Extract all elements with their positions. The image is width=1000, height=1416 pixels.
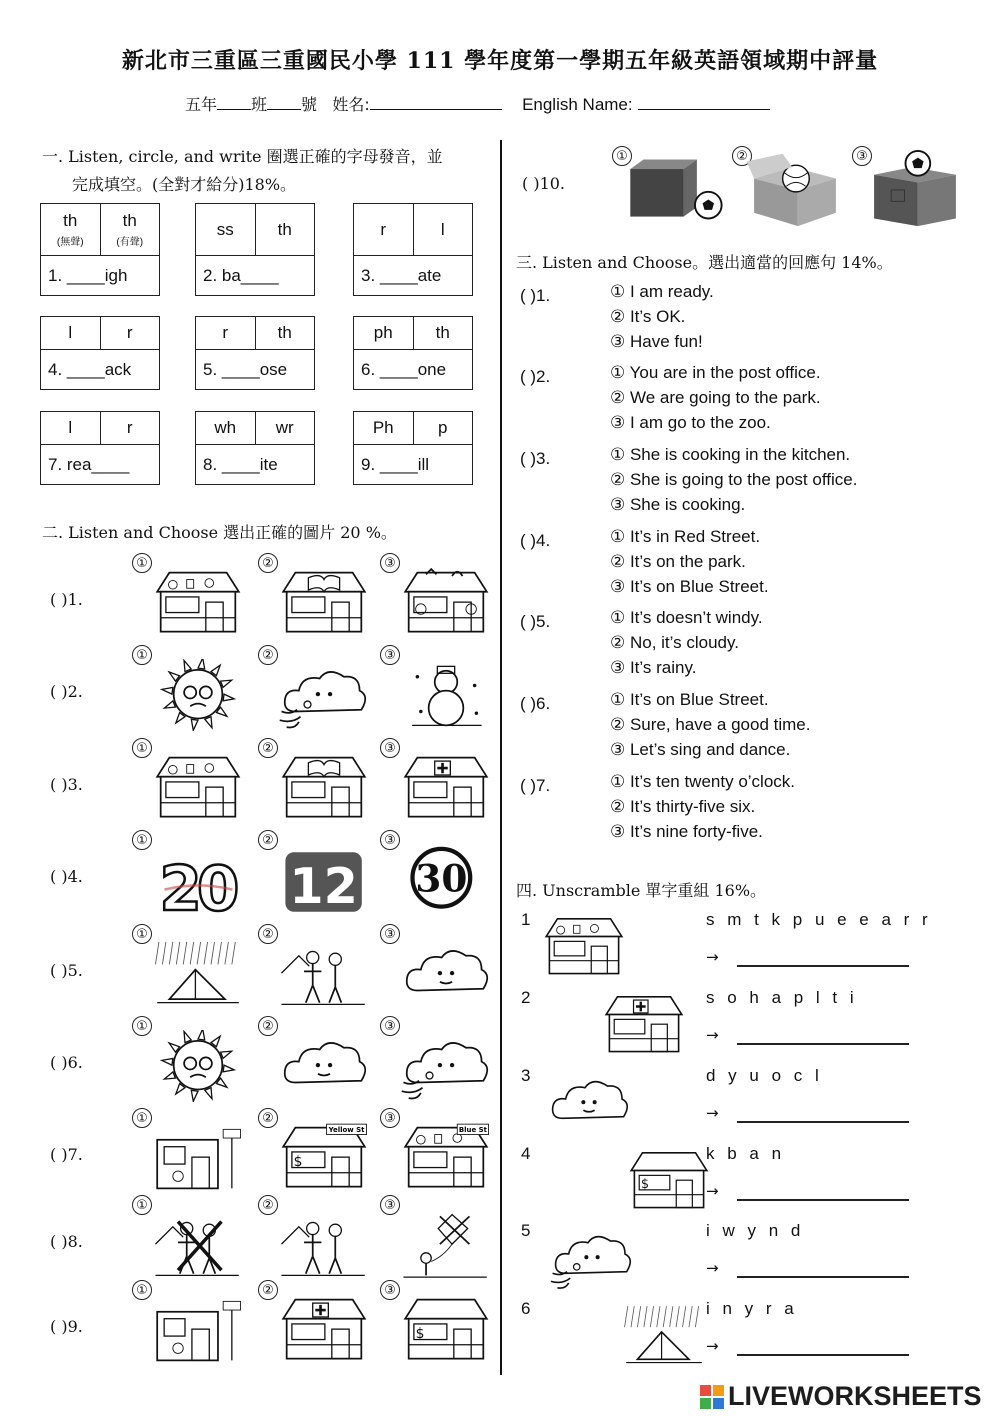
- response-option[interactable]: ③ She is cooking.: [610, 495, 746, 514]
- phonics-box-9: [353, 411, 473, 485]
- sunny-picture[interactable]: [152, 659, 244, 731]
- response-option[interactable]: ② No, it’s cloudy.: [610, 633, 739, 652]
- option-mark: ③: [380, 1108, 400, 1128]
- option-mark: ①: [132, 1280, 152, 1300]
- option-mark: ②: [258, 738, 278, 758]
- phonics-choice-right[interactable]: [414, 317, 473, 349]
- supermarket-blue-st-picture[interactable]: [400, 1122, 492, 1194]
- phonics-choice-text: r: [126, 418, 133, 437]
- response-option[interactable]: ② It’s thirty-five six.: [610, 797, 756, 816]
- response-question-2-answer[interactable]: ( )2.: [520, 367, 551, 386]
- no-camping-picture[interactable]: [152, 1209, 244, 1281]
- phonics-choice-right[interactable]: [101, 317, 160, 349]
- response-option[interactable]: ① It’s on Blue Street.: [610, 690, 769, 709]
- voicing-note: (有聲): [116, 237, 144, 248]
- response-option[interactable]: ② She is going to the post office.: [610, 470, 858, 489]
- scrambled-letters: i w y n d: [706, 1221, 805, 1240]
- option-mark: ③: [380, 1280, 400, 1300]
- option-mark: ②: [258, 830, 278, 850]
- ball-on-box-picture[interactable]: [860, 150, 970, 228]
- post-office-picture[interactable]: [152, 1294, 244, 1366]
- scrambled-letters: d y u o c l: [706, 1066, 823, 1085]
- phonics-choice-text: wr: [275, 418, 294, 437]
- hiking-picture[interactable]: [278, 1209, 370, 1281]
- number-30-picture[interactable]: [404, 846, 494, 918]
- picture-question-3-answer[interactable]: ( )3.: [50, 775, 83, 794]
- unscramble-number: 2: [521, 988, 531, 1007]
- arrow-icon: →: [706, 1337, 719, 1355]
- hospital-picture[interactable]: [278, 1294, 370, 1366]
- no-kite-picture[interactable]: [400, 1209, 492, 1281]
- rainy-picture[interactable]: [152, 938, 244, 1010]
- hospital-picture: [600, 992, 688, 1058]
- response-question-7-answer[interactable]: ( )7.: [520, 776, 551, 795]
- response-option[interactable]: ② It’s on the park.: [610, 552, 746, 571]
- phonics-choice-text: ph: [373, 323, 393, 342]
- column-divider: [500, 140, 502, 1375]
- phonics-blank-prompt[interactable]: 1. ____igh: [48, 265, 128, 285]
- bookstore-picture[interactable]: [278, 752, 370, 824]
- windy-picture[interactable]: [400, 1030, 492, 1102]
- number-12-picture[interactable]: [282, 846, 372, 918]
- picture-question-2-answer[interactable]: ( )2.: [50, 682, 83, 701]
- phonics-blank-prompt[interactable]: 8. ____ite: [203, 454, 278, 474]
- option-mark: ①: [132, 645, 152, 665]
- phonics-blank-prompt[interactable]: 2. ba____: [203, 265, 279, 285]
- answer-line[interactable]: [737, 965, 909, 967]
- unscramble-number: 5: [521, 1221, 531, 1240]
- phonics-blank-prompt[interactable]: 6. ____one: [361, 359, 447, 379]
- section2-heading: 二. Listen and Choose 選出正確的圖片 20 %。: [42, 523, 397, 542]
- name-label: 姓名:: [332, 95, 370, 114]
- response-question-6-answer[interactable]: ( )6.: [520, 694, 551, 713]
- windy-picture: [548, 1225, 636, 1291]
- answer-line[interactable]: [737, 1276, 909, 1278]
- phonics-blank-prompt[interactable]: 7. rea____: [48, 454, 130, 474]
- option-mark: ②: [258, 1108, 278, 1128]
- phonics-choice-text: p: [438, 418, 448, 437]
- response-option[interactable]: ③ Let’s sing and dance.: [610, 740, 791, 759]
- number-label: 號: [301, 95, 318, 114]
- unscramble-number: 3: [521, 1066, 531, 1085]
- phonics-choice-text: l: [68, 418, 73, 437]
- phonics-choice-left[interactable]: [354, 204, 414, 255]
- arrow-icon: →: [706, 1259, 719, 1277]
- phonics-choice-text: th: [277, 219, 292, 239]
- snowy-picture[interactable]: [400, 659, 492, 731]
- phonics-choice-text: r: [126, 323, 133, 342]
- response-option[interactable]: ③ It’s rainy.: [610, 658, 697, 677]
- picture-question-6-answer[interactable]: ( )6.: [50, 1053, 83, 1072]
- phonics-choice-left[interactable]: [354, 317, 414, 349]
- phonics-choice-right[interactable]: [414, 204, 473, 255]
- phonics-choice-text: th: [122, 211, 137, 230]
- phonics-choice-left[interactable]: [41, 204, 101, 255]
- scrambled-letters: s o h a p l t i: [706, 988, 858, 1007]
- option-mark: ②: [258, 924, 278, 944]
- scrambled-letters: s m t k p u e e a r r: [706, 910, 932, 929]
- number-12-text: 12: [289, 857, 358, 916]
- supermarket-picture[interactable]: [152, 752, 244, 824]
- bookstore-picture[interactable]: [278, 567, 370, 639]
- section3-heading: 三. Listen and Choose。選出適當的回應句 14%。: [516, 253, 893, 272]
- option-mark: ③: [380, 645, 400, 665]
- option-mark: ③: [852, 146, 872, 166]
- windy-picture[interactable]: [278, 659, 370, 731]
- phonics-choice-text: th: [277, 323, 292, 342]
- option-mark: ①: [132, 738, 152, 758]
- phonics-choice-left[interactable]: [196, 412, 256, 444]
- snowy-town-picture[interactable]: [278, 938, 370, 1010]
- response-option[interactable]: ① It’s doesn’t windy.: [610, 608, 763, 627]
- post-office-picture[interactable]: [152, 1122, 244, 1194]
- response-option[interactable]: ① She is cooking in the kitchen.: [610, 445, 851, 464]
- response-question-1-answer[interactable]: ( )1.: [520, 286, 551, 305]
- phonics-blank-prompt[interactable]: 9. ____ill: [361, 454, 430, 474]
- section1-heading: 一. Listen, circle, and write 圈選正確的字母發音，並: [42, 147, 443, 166]
- phonics-choice-text: th: [435, 323, 450, 342]
- option-mark: ②: [258, 553, 278, 573]
- arrow-icon: →: [706, 1026, 719, 1044]
- phonics-box-4: [40, 316, 160, 390]
- arrow-icon: →: [706, 1182, 719, 1200]
- number-30-text: 30: [415, 856, 468, 901]
- cloudy-picture: [545, 1070, 633, 1136]
- picture-question-8-answer[interactable]: ( )8.: [50, 1232, 83, 1251]
- class-label: 班: [251, 95, 268, 114]
- option-mark: ②: [258, 1016, 278, 1036]
- phonics-choice-right[interactable]: [256, 412, 315, 444]
- response-option[interactable]: ③ It’s on Blue Street.: [610, 577, 769, 596]
- supermarket-picture: [540, 914, 628, 980]
- scrambled-letters: i n y r a: [706, 1299, 798, 1318]
- phonics-choice-right[interactable]: [101, 204, 160, 255]
- name-blank[interactable]: [370, 94, 502, 110]
- svg-text:$: $: [293, 1153, 303, 1170]
- phonics-choice-text: l: [440, 219, 445, 239]
- phonics-choice-text: wh: [214, 418, 237, 437]
- picture-question-1-answer[interactable]: ( )1.: [50, 590, 83, 609]
- picture-question-5-answer[interactable]: ( )5.: [50, 961, 83, 980]
- phonics-choice-left[interactable]: [196, 317, 256, 349]
- bank-picture: [625, 1148, 713, 1214]
- ball-in-box-picture[interactable]: [740, 150, 850, 228]
- phonics-choice-left[interactable]: [41, 317, 101, 349]
- option-mark: ①: [132, 1016, 152, 1036]
- phonics-choice-right[interactable]: [101, 412, 160, 444]
- option-mark: ③: [380, 924, 400, 944]
- phonics-choice-right[interactable]: [256, 317, 315, 349]
- number-20-text: 20: [159, 854, 235, 918]
- ball-beside-box-picture[interactable]: [620, 150, 730, 228]
- option-mark: ①: [132, 830, 152, 850]
- phonics-box-2: [195, 203, 315, 296]
- zoo-picture[interactable]: [400, 567, 492, 639]
- response-option[interactable]: ② It’s OK.: [610, 307, 686, 326]
- response-option[interactable]: ③ I am go to the zoo.: [610, 413, 771, 432]
- response-question-3-answer[interactable]: ( )3.: [520, 449, 551, 468]
- section4-heading: 四. Unscramble 單字重組 16%。: [516, 881, 767, 900]
- phonics-blank-prompt[interactable]: 3. ____ate: [361, 265, 442, 285]
- option-mark: ①: [132, 924, 152, 944]
- option-mark: ①: [132, 553, 152, 573]
- scrambled-letters: k b a n: [706, 1144, 786, 1163]
- grade-label: 五年: [185, 95, 218, 114]
- response-option[interactable]: ① It’s ten twenty o’clock.: [610, 772, 795, 791]
- class-blank[interactable]: [267, 94, 301, 110]
- option-mark: ③: [380, 1195, 400, 1215]
- unscramble-number: 4: [521, 1144, 531, 1163]
- option-mark: ③: [380, 738, 400, 758]
- phonics-blank-prompt[interactable]: 4. ____ack: [48, 359, 132, 379]
- answer-line[interactable]: [737, 1043, 909, 1045]
- english-name-label: English Name:: [522, 95, 633, 114]
- phonics-box-7: [40, 411, 160, 485]
- street-sign-text: Yellow St: [328, 1125, 365, 1134]
- phonics-choice-left[interactable]: [41, 412, 101, 444]
- liveworksheets-logo-icon: [700, 1385, 724, 1409]
- answer-line[interactable]: [737, 1354, 909, 1356]
- phonics-choice-left[interactable]: [354, 412, 414, 444]
- english-name-blank[interactable]: [638, 94, 770, 110]
- phonics-box-1: [40, 203, 160, 296]
- phonics-blank-prompt[interactable]: 5. ____ose: [203, 359, 288, 379]
- option-mark: ②: [258, 645, 278, 665]
- liveworksheets-watermark: [700, 1381, 982, 1412]
- phonics-choice-right[interactable]: [414, 412, 473, 444]
- unscramble-number: 6: [521, 1299, 531, 1318]
- phonics-box-6: [353, 316, 473, 390]
- arrow-icon: →: [706, 1104, 719, 1122]
- option-mark: ②: [732, 146, 752, 166]
- response-option[interactable]: ② Sure, have a good time.: [610, 715, 811, 734]
- response-question-5-answer[interactable]: ( )5.: [520, 612, 551, 631]
- cloudy-picture[interactable]: [400, 938, 492, 1010]
- phonics-choice-text: ss: [216, 219, 234, 239]
- svg-text:$: $: [415, 1325, 425, 1342]
- hospital-picture[interactable]: [400, 752, 492, 824]
- option-mark: ③: [380, 553, 400, 573]
- svg-text:$: $: [640, 1177, 650, 1193]
- response-option[interactable]: ① You are in the post office.: [610, 363, 821, 382]
- response-option[interactable]: ③ Have fun!: [610, 332, 703, 351]
- section1-heading-line2: 完成填空。(全對才給分)18%。: [72, 175, 297, 194]
- bank-yellow-st-picture[interactable]: [278, 1122, 370, 1194]
- phonics-choice-left[interactable]: [196, 204, 256, 255]
- sunny-picture[interactable]: [152, 1030, 244, 1102]
- phonics-choice-text: r: [222, 323, 229, 342]
- phonics-choice-text: l: [68, 323, 73, 342]
- response-option[interactable]: ② We are going to the park.: [610, 388, 821, 407]
- bank-picture[interactable]: [400, 1294, 492, 1366]
- phonics-choice-text: r: [380, 219, 387, 239]
- page-title: 新北市三重區三重國民小學 111 學年度第一學期五年級英語領域期中評量: [121, 48, 879, 74]
- answer-line[interactable]: [737, 1121, 909, 1123]
- answer-line[interactable]: [737, 1199, 909, 1201]
- number-20-picture[interactable]: [156, 846, 246, 918]
- response-option[interactable]: ① It’s in Red Street.: [610, 527, 761, 546]
- supermarket-picture[interactable]: [152, 567, 244, 639]
- picture-question-9-answer[interactable]: ( )9.: [50, 1317, 83, 1336]
- arrow-icon: →: [706, 948, 719, 966]
- picture-question-7-answer[interactable]: ( )7.: [50, 1145, 83, 1164]
- phonics-choice-text: th: [63, 211, 78, 230]
- option-mark: ①: [132, 1195, 152, 1215]
- option-mark: ②: [258, 1280, 278, 1300]
- phonics-box-8: [195, 411, 315, 485]
- street-sign-text: Blue St: [458, 1125, 487, 1134]
- student-info-row: [185, 92, 770, 115]
- response-question-4-answer[interactable]: ( )4.: [520, 531, 551, 550]
- phonics-choice-right[interactable]: [256, 204, 315, 255]
- watermark-text: LIVEWORKSHEETS: [728, 1381, 982, 1411]
- option-mark: ③: [380, 830, 400, 850]
- response-option[interactable]: ③ It’s nine forty-five.: [610, 822, 763, 841]
- phonics-box-3: [353, 203, 473, 296]
- picture-question-4-answer[interactable]: ( )4.: [50, 867, 83, 886]
- voicing-note: (無聲): [56, 237, 84, 248]
- option-mark: ①: [612, 146, 632, 166]
- q10-label[interactable]: ( )10.: [522, 174, 566, 193]
- cloudy-picture[interactable]: [278, 1030, 370, 1102]
- option-mark: ①: [132, 1108, 152, 1128]
- phonics-choice-text: Ph: [372, 418, 394, 437]
- option-mark: ②: [258, 1195, 278, 1215]
- unscramble-number: 1: [521, 910, 531, 929]
- option-mark: ③: [380, 1016, 400, 1036]
- rainy-picture: [620, 1303, 708, 1369]
- phonics-box-5: [195, 316, 315, 390]
- response-option[interactable]: ① I am ready.: [610, 282, 714, 301]
- grade-blank[interactable]: [217, 94, 251, 110]
